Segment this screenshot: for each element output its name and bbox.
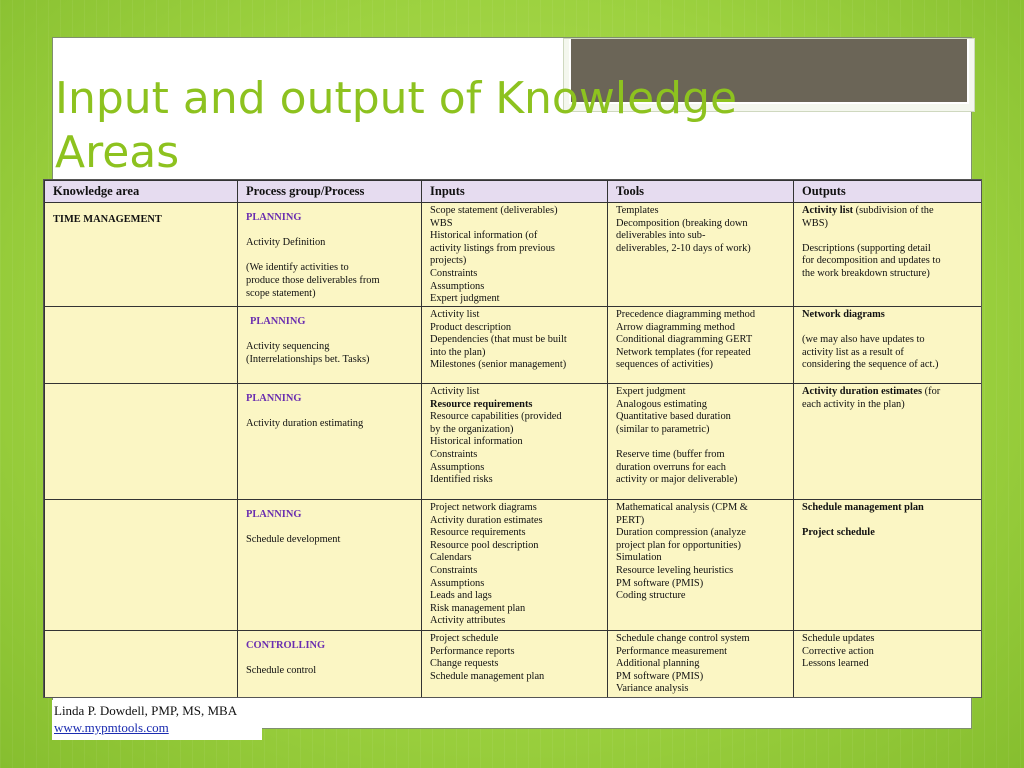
output-item: for decomposition and updates to xyxy=(802,255,941,267)
process-group-label: PLANNING xyxy=(246,393,302,404)
tool-item: duration overruns for each xyxy=(616,461,726,473)
input-item: Dependencies (that must be built xyxy=(430,334,567,346)
knowledge-area-table xyxy=(44,180,982,698)
output-item: Corrective action xyxy=(802,645,874,657)
cell-knowledge-area xyxy=(45,500,238,631)
slide-title xyxy=(55,72,915,180)
input-item: Resource capabilities (provided xyxy=(430,411,562,423)
tool-item: PM software (PMIS) xyxy=(616,670,704,682)
output-bold: Activity list xyxy=(802,205,854,216)
slide-title-line2: Areas xyxy=(55,127,180,178)
process-note: (Interrelationships bet. Tasks) xyxy=(246,353,370,365)
tool-item: Network templates (for repeated xyxy=(616,346,751,358)
cell-inputs xyxy=(422,500,608,631)
input-item: Historical information (of xyxy=(430,230,538,242)
tool-item: Decomposition (breaking down xyxy=(616,217,748,229)
input-item: Resource pool description xyxy=(430,539,539,551)
process-note: produce those deliverables from xyxy=(246,274,380,286)
input-item: Activity list xyxy=(430,386,480,397)
input-item: projects) xyxy=(430,255,467,267)
cell-tools xyxy=(608,384,794,500)
header-outputs: Outputs xyxy=(794,181,983,203)
tool-item: sequences of activities) xyxy=(616,359,713,371)
output-item: activity list as a result of xyxy=(802,346,904,358)
process-group-label: PLANNING xyxy=(246,212,302,223)
input-item: Scope statement (deliverables) xyxy=(430,205,558,216)
input-item: Constraints xyxy=(430,448,478,460)
author-name: Linda P. Dowdell, PMP, MS, MBA xyxy=(54,703,238,718)
input-item: Leads and lags xyxy=(430,590,492,602)
cell-process xyxy=(238,384,422,500)
process-name: Activity duration estimating xyxy=(246,418,364,430)
input-item: Risk management plan xyxy=(430,602,526,614)
input-item: Milestones (senior management) xyxy=(430,359,567,371)
output-item: Lessons learned xyxy=(802,658,869,670)
tool-item: activity or major deliverable) xyxy=(616,474,738,486)
cell-inputs xyxy=(422,203,608,307)
cell-tools xyxy=(608,307,794,384)
tool-item: Schedule change control system xyxy=(616,633,750,644)
output-text: (subdivision of the xyxy=(853,205,934,216)
input-item: Product description xyxy=(430,321,512,333)
input-item: Constraints xyxy=(430,267,478,279)
table-header-row xyxy=(45,181,983,203)
knowledge-area-name: TIME MANAGEMENT xyxy=(53,214,162,225)
cell-inputs xyxy=(422,631,608,699)
cell-inputs xyxy=(422,307,608,384)
tool-item: Precedence diagramming method xyxy=(616,309,756,320)
process-name: Activity Definition xyxy=(246,237,326,249)
table-row xyxy=(45,307,983,384)
header-knowledge-area: Knowledge area xyxy=(45,181,238,203)
input-item: Schedule management plan xyxy=(430,670,545,682)
cell-process xyxy=(238,631,422,699)
tool-item: Variance analysis xyxy=(616,683,689,695)
output-item: considering the sequence of act.) xyxy=(802,359,939,371)
cell-knowledge-area xyxy=(45,307,238,384)
input-item: Assumptions xyxy=(430,280,485,292)
author-website-link[interactable]: www.mypmtools.com xyxy=(54,720,169,735)
output-text: (for xyxy=(922,386,941,397)
knowledge-area-table-image xyxy=(43,179,982,698)
cell-tools xyxy=(608,500,794,631)
input-item: WBS xyxy=(430,217,453,229)
table-row xyxy=(45,384,983,500)
output-bold: Project schedule xyxy=(802,527,875,539)
tool-item: Quantitative based duration xyxy=(616,411,731,423)
header-process: Process group/Process xyxy=(238,181,422,203)
tool-item: PERT) xyxy=(616,514,645,526)
tool-item: Resource leveling heuristics xyxy=(616,564,734,576)
output-item: each activity in the plan) xyxy=(802,398,905,410)
tool-item: Duration compression (analyze xyxy=(616,527,746,539)
cell-outputs xyxy=(794,203,983,307)
tool-item: Coding structure xyxy=(616,590,686,602)
input-item: Activity duration estimates xyxy=(430,514,543,526)
tool-item: Arrow diagramming method xyxy=(616,321,735,333)
tool-item: (similar to parametric) xyxy=(616,423,710,435)
cell-knowledge-area xyxy=(45,203,238,307)
input-item: activity listings from previous xyxy=(430,242,555,254)
author-credit xyxy=(52,700,262,740)
header-tools: Tools xyxy=(608,181,794,203)
output-item: (we may also have updates to xyxy=(802,334,925,346)
cell-process xyxy=(238,307,422,384)
cell-tools xyxy=(608,631,794,699)
input-item: Resource requirements xyxy=(430,398,533,410)
input-item: Calendars xyxy=(430,552,472,564)
cell-outputs xyxy=(794,631,983,699)
cell-knowledge-area xyxy=(45,384,238,500)
input-item: Project schedule xyxy=(430,633,499,644)
input-item: Historical information xyxy=(430,436,523,448)
input-item: Resource requirements xyxy=(430,527,526,539)
output-bold: Network diagrams xyxy=(802,309,885,320)
table-row xyxy=(45,500,983,631)
output-item xyxy=(802,386,975,399)
input-item: into the plan) xyxy=(430,346,486,358)
table-row xyxy=(45,631,983,699)
output-bold: Activity duration estimates xyxy=(802,386,923,397)
tool-item: project plan for opportunities) xyxy=(616,539,741,551)
input-item: Activity attributes xyxy=(430,615,506,627)
tool-item: Templates xyxy=(616,205,659,216)
tool-item: deliverables, 2-10 days of work) xyxy=(616,242,751,254)
tool-item: Expert judgment xyxy=(616,386,686,397)
process-note: scope statement) xyxy=(246,287,316,299)
process-name: Schedule development xyxy=(246,534,341,546)
tool-item: Reserve time (buffer from xyxy=(616,448,725,460)
process-note: (We identify activities to xyxy=(246,262,349,274)
output-item: Descriptions (supporting detail xyxy=(802,242,931,254)
process-name: Activity sequencing xyxy=(246,341,330,353)
tool-item: PM software (PMIS) xyxy=(616,577,704,589)
input-item: Project network diagrams xyxy=(430,502,537,513)
input-item: Change requests xyxy=(430,658,499,670)
output-item: WBS) xyxy=(802,217,828,229)
input-item: by the organization) xyxy=(430,423,514,435)
tool-item: Performance measurement xyxy=(616,645,728,657)
input-item: Performance reports xyxy=(430,645,515,657)
process-group-label: CONTROLLING xyxy=(246,640,326,651)
process-group-label: PLANNING xyxy=(246,509,302,520)
tool-item: Simulation xyxy=(616,552,662,564)
input-item: Expert judgment xyxy=(430,293,500,305)
tool-item: Mathematical analysis (CPM & xyxy=(616,502,748,513)
cell-outputs xyxy=(794,500,983,631)
table-row xyxy=(45,203,983,307)
output-bold: Schedule management plan xyxy=(802,502,924,513)
cell-tools xyxy=(608,203,794,307)
process-name: Schedule control xyxy=(246,665,317,677)
slide-title-line1: Input and output of Knowledge xyxy=(55,73,738,124)
cell-outputs xyxy=(794,384,983,500)
cell-outputs xyxy=(794,307,983,384)
input-item: Activity list xyxy=(430,309,480,320)
cell-knowledge-area xyxy=(45,631,238,699)
process-group-label: PLANNING xyxy=(250,316,306,327)
header-inputs: Inputs xyxy=(422,181,608,203)
tool-item: Conditional diagramming GERT xyxy=(616,334,753,346)
input-item: Identified risks xyxy=(430,474,493,486)
input-item: Assumptions xyxy=(430,461,485,473)
output-item: Schedule updates xyxy=(802,633,875,644)
cell-process xyxy=(238,500,422,631)
cell-inputs xyxy=(422,384,608,500)
tool-item: deliverables into sub- xyxy=(616,230,706,242)
input-item: Constraints xyxy=(430,564,478,576)
input-item: Assumptions xyxy=(430,577,485,589)
tool-item: Analogous estimating xyxy=(616,398,707,410)
output-item xyxy=(802,205,975,218)
cell-process xyxy=(238,203,422,307)
tool-item: Additional planning xyxy=(616,658,700,670)
output-item: the work breakdown structure) xyxy=(802,267,930,279)
